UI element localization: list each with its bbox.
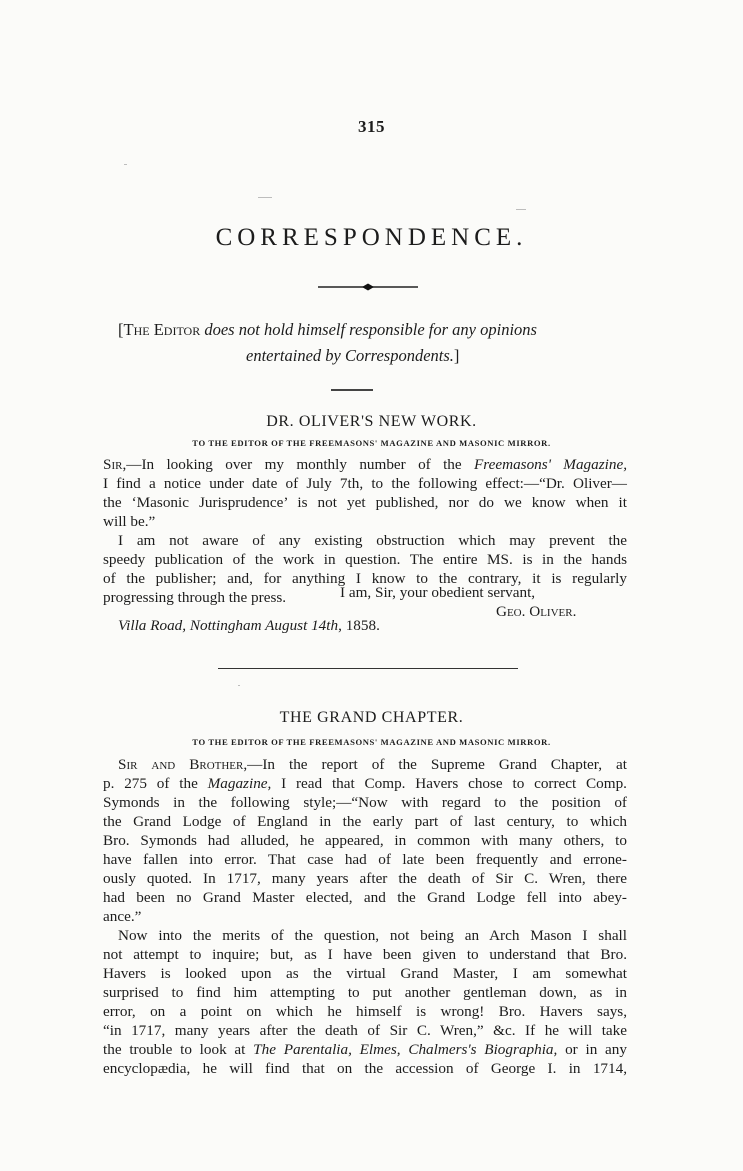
letter-2-line: error, on a point on which he himself is wrong! Bro. Havers says,: [103, 1003, 627, 1020]
editorial-disclaimer: [The Editor does not hold himself responsible for any opinions entertained by Correspondents.]: [118, 320, 537, 365]
letter-1-line: I find a notice under date of July 7th, to the following effect:—“Dr. Oliver—: [103, 475, 627, 492]
letter-2-line: Bro. Symonds had alluded, he appeared, in common with many others, to: [103, 832, 627, 849]
letter-2-line: p. 275 of the Magazine, I read that Comp. Havers chose to correct Comp.: [103, 775, 627, 792]
letter-2-line: have fallen into error. That case had of late been frequently and errone-: [103, 851, 627, 868]
letter-2-line: Now into the merits of the question, not being an Arch Mason I shall: [118, 927, 627, 944]
article-divider: [218, 668, 518, 669]
letter-1-closing: I am, Sir, your obedient servant,: [340, 584, 536, 601]
letter-1-addressee: TO THE EDITOR OF THE FREEMASONS' MAGAZINE AND MASONIC MIRROR.: [192, 438, 551, 448]
letter-2-line: Sir and Brother,—In the report of the Supreme Grand Chapter, at: [118, 756, 627, 773]
letter-2-line: ance.”: [103, 908, 142, 925]
letter-1-signature: Geo. Oliver.: [496, 603, 577, 620]
letter-1-line: speedy publication of the work in question. The entire MS. is in the hands: [103, 551, 627, 568]
letter-2-line: “in 1717, many years after the death of Sir C. Wren,” &c. If he will take: [103, 1022, 627, 1039]
letter-2-line: surprised to find him attempting to put another gentleman down, as in: [103, 984, 627, 1001]
letter-2-line: Havers is looked upon as the virtual Grand Master, I am somewhat: [103, 965, 627, 982]
letter-2-line: not attempt to inquire; but, as I have been given to understand that Bro.: [103, 946, 627, 963]
disclaimer-line-1: does not hold himself responsible for any opinions: [200, 320, 537, 339]
letter-1-line: Sir,—In looking over my monthly number of the Freemasons' Magazine,: [103, 456, 627, 473]
letter-2-line: the Grand Lodge of England in the early part of last century, to which: [103, 813, 627, 830]
disclaimer-editor-label: The Editor: [123, 320, 201, 339]
letter-1-line: the ‘Masonic Jurisprudence’ is not yet published, nor do we know when it: [103, 494, 627, 511]
letter-2-line: ously quoted. In 1717, many years after the death of Sir C. Wren, there: [103, 870, 627, 887]
page-number: 315: [358, 117, 385, 136]
letter-2-line: encyclopædia, he will find that on the accession of George I. in 1714,: [103, 1060, 627, 1077]
letter-2-title: THE GRAND CHAPTER.: [279, 709, 464, 726]
letter-1-line: I am not aware of any existing obstruction which may prevent the: [118, 532, 627, 549]
letter-2-line: Symonds in the following style;—“Now with regard to the position of: [103, 794, 627, 811]
short-divider: [331, 389, 373, 391]
letter-1-title: DR. OLIVER'S NEW WORK.: [266, 413, 477, 430]
diamond-rule-ornament: [318, 283, 418, 291]
letter-2-addressee: TO THE EDITOR OF THE FREEMASONS' MAGAZINE AND MASONIC MIRROR.: [192, 737, 551, 747]
disclaimer-line-2: entertained by Correspondents.: [246, 346, 454, 365]
letter-1-line: will be.”: [103, 513, 156, 530]
letter-1-line: progressing through the press.: [103, 589, 287, 606]
section-masthead: CORRESPONDENCE.: [215, 224, 528, 251]
letter-1-address: Villa Road, Nottingham August 14th, 1858.: [118, 617, 380, 634]
letter-2-line: had been no Grand Master elected, and the Grand Lodge fell into abey-: [103, 889, 627, 906]
letter-2-line: the trouble to look at The Parentalia, Elmes, Chalmers's Biographia, or in any: [103, 1041, 627, 1058]
letter-1-line: of the publisher; and, for anything I know to the contrary, it is regularly: [103, 570, 627, 587]
